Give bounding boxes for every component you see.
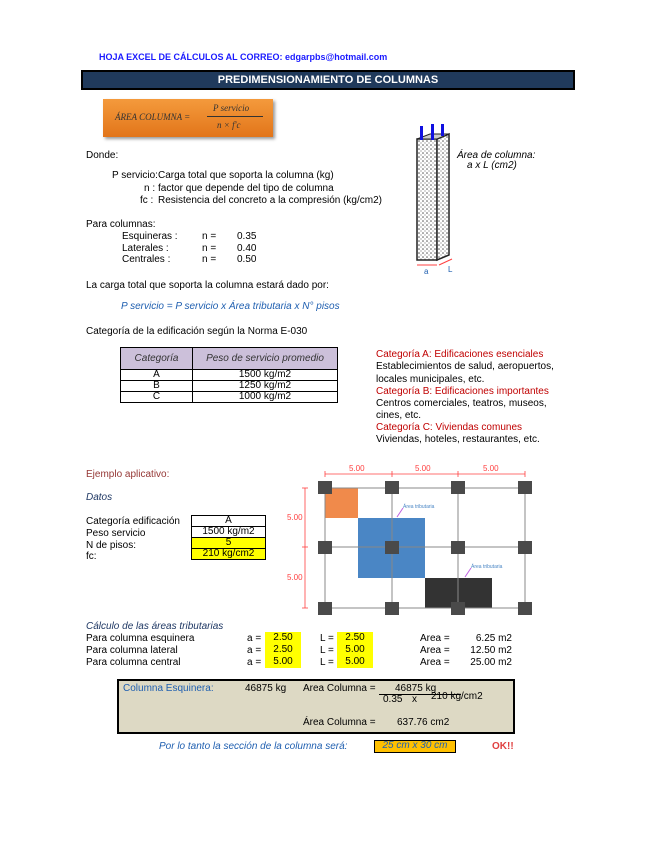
table-row — [121, 370, 338, 381]
def-value: Carga total que soporta la columna (kg) — [158, 170, 334, 181]
dato-key: fc: — [86, 551, 97, 562]
fraction-line — [207, 116, 263, 117]
calc-row-label: Para columna esquinera — [86, 633, 195, 644]
datos-label: Datos — [86, 492, 113, 503]
column-area-formula: a x L (cm2) — [467, 160, 517, 171]
result-box — [117, 679, 515, 734]
n-eq: n = — [202, 254, 217, 265]
fraction-numerator: 46875 kg — [395, 683, 437, 694]
cell: A — [121, 370, 193, 381]
cell: C — [121, 392, 193, 403]
header-email-line: HOJA EXCEL DE CÁLCULOS AL CORREO: edgarpbs@hotmail.com — [99, 52, 388, 62]
a-value[interactable]: 5.00 — [265, 656, 301, 668]
area-eq: Area = — [420, 633, 450, 644]
def-key: P servicio: — [112, 170, 158, 181]
area-label-2: Área Columna = — [303, 717, 376, 728]
dato-key: Peso servicio — [86, 528, 146, 539]
def-value: Resistencia del concreto a la compresión (kg/cm2) — [158, 195, 382, 206]
cell: B — [121, 381, 193, 392]
dim-x: 5.00 — [483, 464, 499, 473]
formula-numerator: P servicio — [213, 103, 250, 113]
category-desc: locales municipales, etc. — [376, 374, 485, 385]
L-eq: L = — [320, 657, 334, 668]
a-label: a — [424, 267, 429, 276]
header-categoria: Categoría — [121, 348, 193, 370]
ok-label: OK!! — [492, 741, 514, 752]
formula-denominator: n × f'c — [217, 120, 241, 130]
table-row — [121, 381, 338, 392]
L-value[interactable]: 5.00 — [337, 656, 373, 668]
dim-y: 5.00 — [287, 573, 303, 582]
a-eq: a = — [247, 633, 262, 644]
cell: 1250 kg/m2 — [193, 381, 338, 392]
category-c-title: Categoría C: Viviendas comunes — [376, 422, 523, 433]
section-value: 25 cm x 30 cm — [374, 740, 456, 753]
calc-row-label: Para columna central — [86, 657, 181, 668]
column-figure — [410, 120, 470, 280]
area-value: 12.50 m2 — [470, 645, 512, 656]
dim-y: 5.00 — [287, 513, 303, 522]
n-value: 0.35 — [237, 231, 257, 242]
n-type: Laterales : — [122, 243, 169, 254]
category-a-title: Categoría A: Edificaciones esenciales — [376, 349, 544, 360]
fraction-fc: 210 kg/cm2 — [431, 691, 483, 702]
fraction-x: x — [412, 694, 417, 705]
floor-plan — [285, 460, 535, 620]
calc-title: Cálculo de las áreas tributarias — [86, 621, 224, 632]
category-desc: Establecimientos de salud, aeropuertos, — [376, 361, 554, 372]
cell[interactable]: 210 kg/cm2 — [192, 549, 266, 560]
fraction-n: 0.35 — [383, 694, 403, 705]
carga-text: La carga total que soporta la columna estará dado por: — [86, 280, 329, 291]
area-eq: Area = — [420, 645, 450, 656]
dato-key: N de pisos: — [86, 540, 137, 551]
L-value[interactable]: 2.50 — [337, 632, 373, 644]
donde-label: Donde: — [86, 150, 119, 161]
area-eq: Area = — [420, 657, 450, 668]
area-value: 637.76 cm2 — [397, 717, 450, 728]
L-label: L — [448, 265, 453, 274]
categoria-text: Categoría de la edificación según la Norma E-030 — [86, 326, 308, 337]
category-b-title: Categoría B: Edificaciones importantes — [376, 386, 549, 397]
category-desc: cines, etc. — [376, 410, 422, 421]
n-type: Centrales : — [122, 254, 171, 265]
ejemplo-label: Ejemplo aplicativo: — [86, 469, 170, 480]
n-eq: n = — [202, 243, 217, 254]
n-eq: n = — [202, 231, 217, 242]
area-value: 6.25 m2 — [475, 633, 512, 644]
para-columnas-label: Para columnas: — [86, 219, 156, 230]
tributary-label: Área tributaria — [403, 504, 435, 510]
a-eq: a = — [247, 645, 262, 656]
formula-lhs: ÁREA COLUMNA = — [115, 112, 191, 122]
L-value[interactable]: 5.00 — [337, 644, 373, 656]
L-eq: L = — [320, 633, 334, 644]
a-value[interactable]: 2.50 — [265, 632, 301, 644]
result-label: Columna Esquinera: — [123, 683, 214, 694]
def-key: n : — [144, 183, 156, 194]
area-value: 25.00 m2 — [470, 657, 512, 668]
result-load: 46875 kg — [245, 683, 287, 694]
n-value: 0.40 — [237, 243, 257, 254]
calc-row-label: Para columna lateral — [86, 645, 178, 656]
header-peso: Peso de servicio promedio — [193, 348, 338, 370]
n-type: Esquineras : — [122, 231, 178, 242]
datos-table — [191, 515, 266, 560]
cell: 1500 kg/m2 — [193, 370, 338, 381]
category-desc: Viviendas, hoteles, restaurantes, etc. — [376, 434, 540, 445]
category-desc: Centros comerciales, teatros, museos, — [376, 398, 547, 409]
def-value: factor que depende del tipo de columna — [158, 183, 334, 194]
tributary-label: Área tributaria — [471, 564, 503, 570]
cell: A — [192, 516, 266, 527]
L-eq: L = — [320, 645, 334, 656]
table-row — [121, 392, 338, 403]
column-area-label: Área de columna: — [457, 150, 536, 161]
dim-x: 5.00 — [349, 464, 365, 473]
cell[interactable]: 5 — [192, 538, 266, 549]
conclusion-text: Por lo tanto la sección de la columna será: — [159, 741, 348, 752]
a-eq: a = — [247, 657, 262, 668]
def-key: fc : — [140, 195, 154, 206]
formula-box — [103, 99, 273, 137]
dato-key: Categoría edificación — [86, 516, 180, 527]
page-title: PREDIMENSIONAMIENTO DE COLUMNAS — [81, 70, 575, 90]
category-table — [120, 347, 338, 403]
dim-x: 5.00 — [415, 464, 431, 473]
cell: 1000 kg/m2 — [193, 392, 338, 403]
a-value[interactable]: 2.50 — [265, 644, 301, 656]
carga-formula: P servicio = P servicio x Área tributaria x N° pisos — [121, 301, 340, 312]
area-label: Area Columna = — [303, 683, 376, 694]
n-value: 0.50 — [237, 254, 257, 265]
cell: 1500 kg/m2 — [192, 527, 266, 538]
